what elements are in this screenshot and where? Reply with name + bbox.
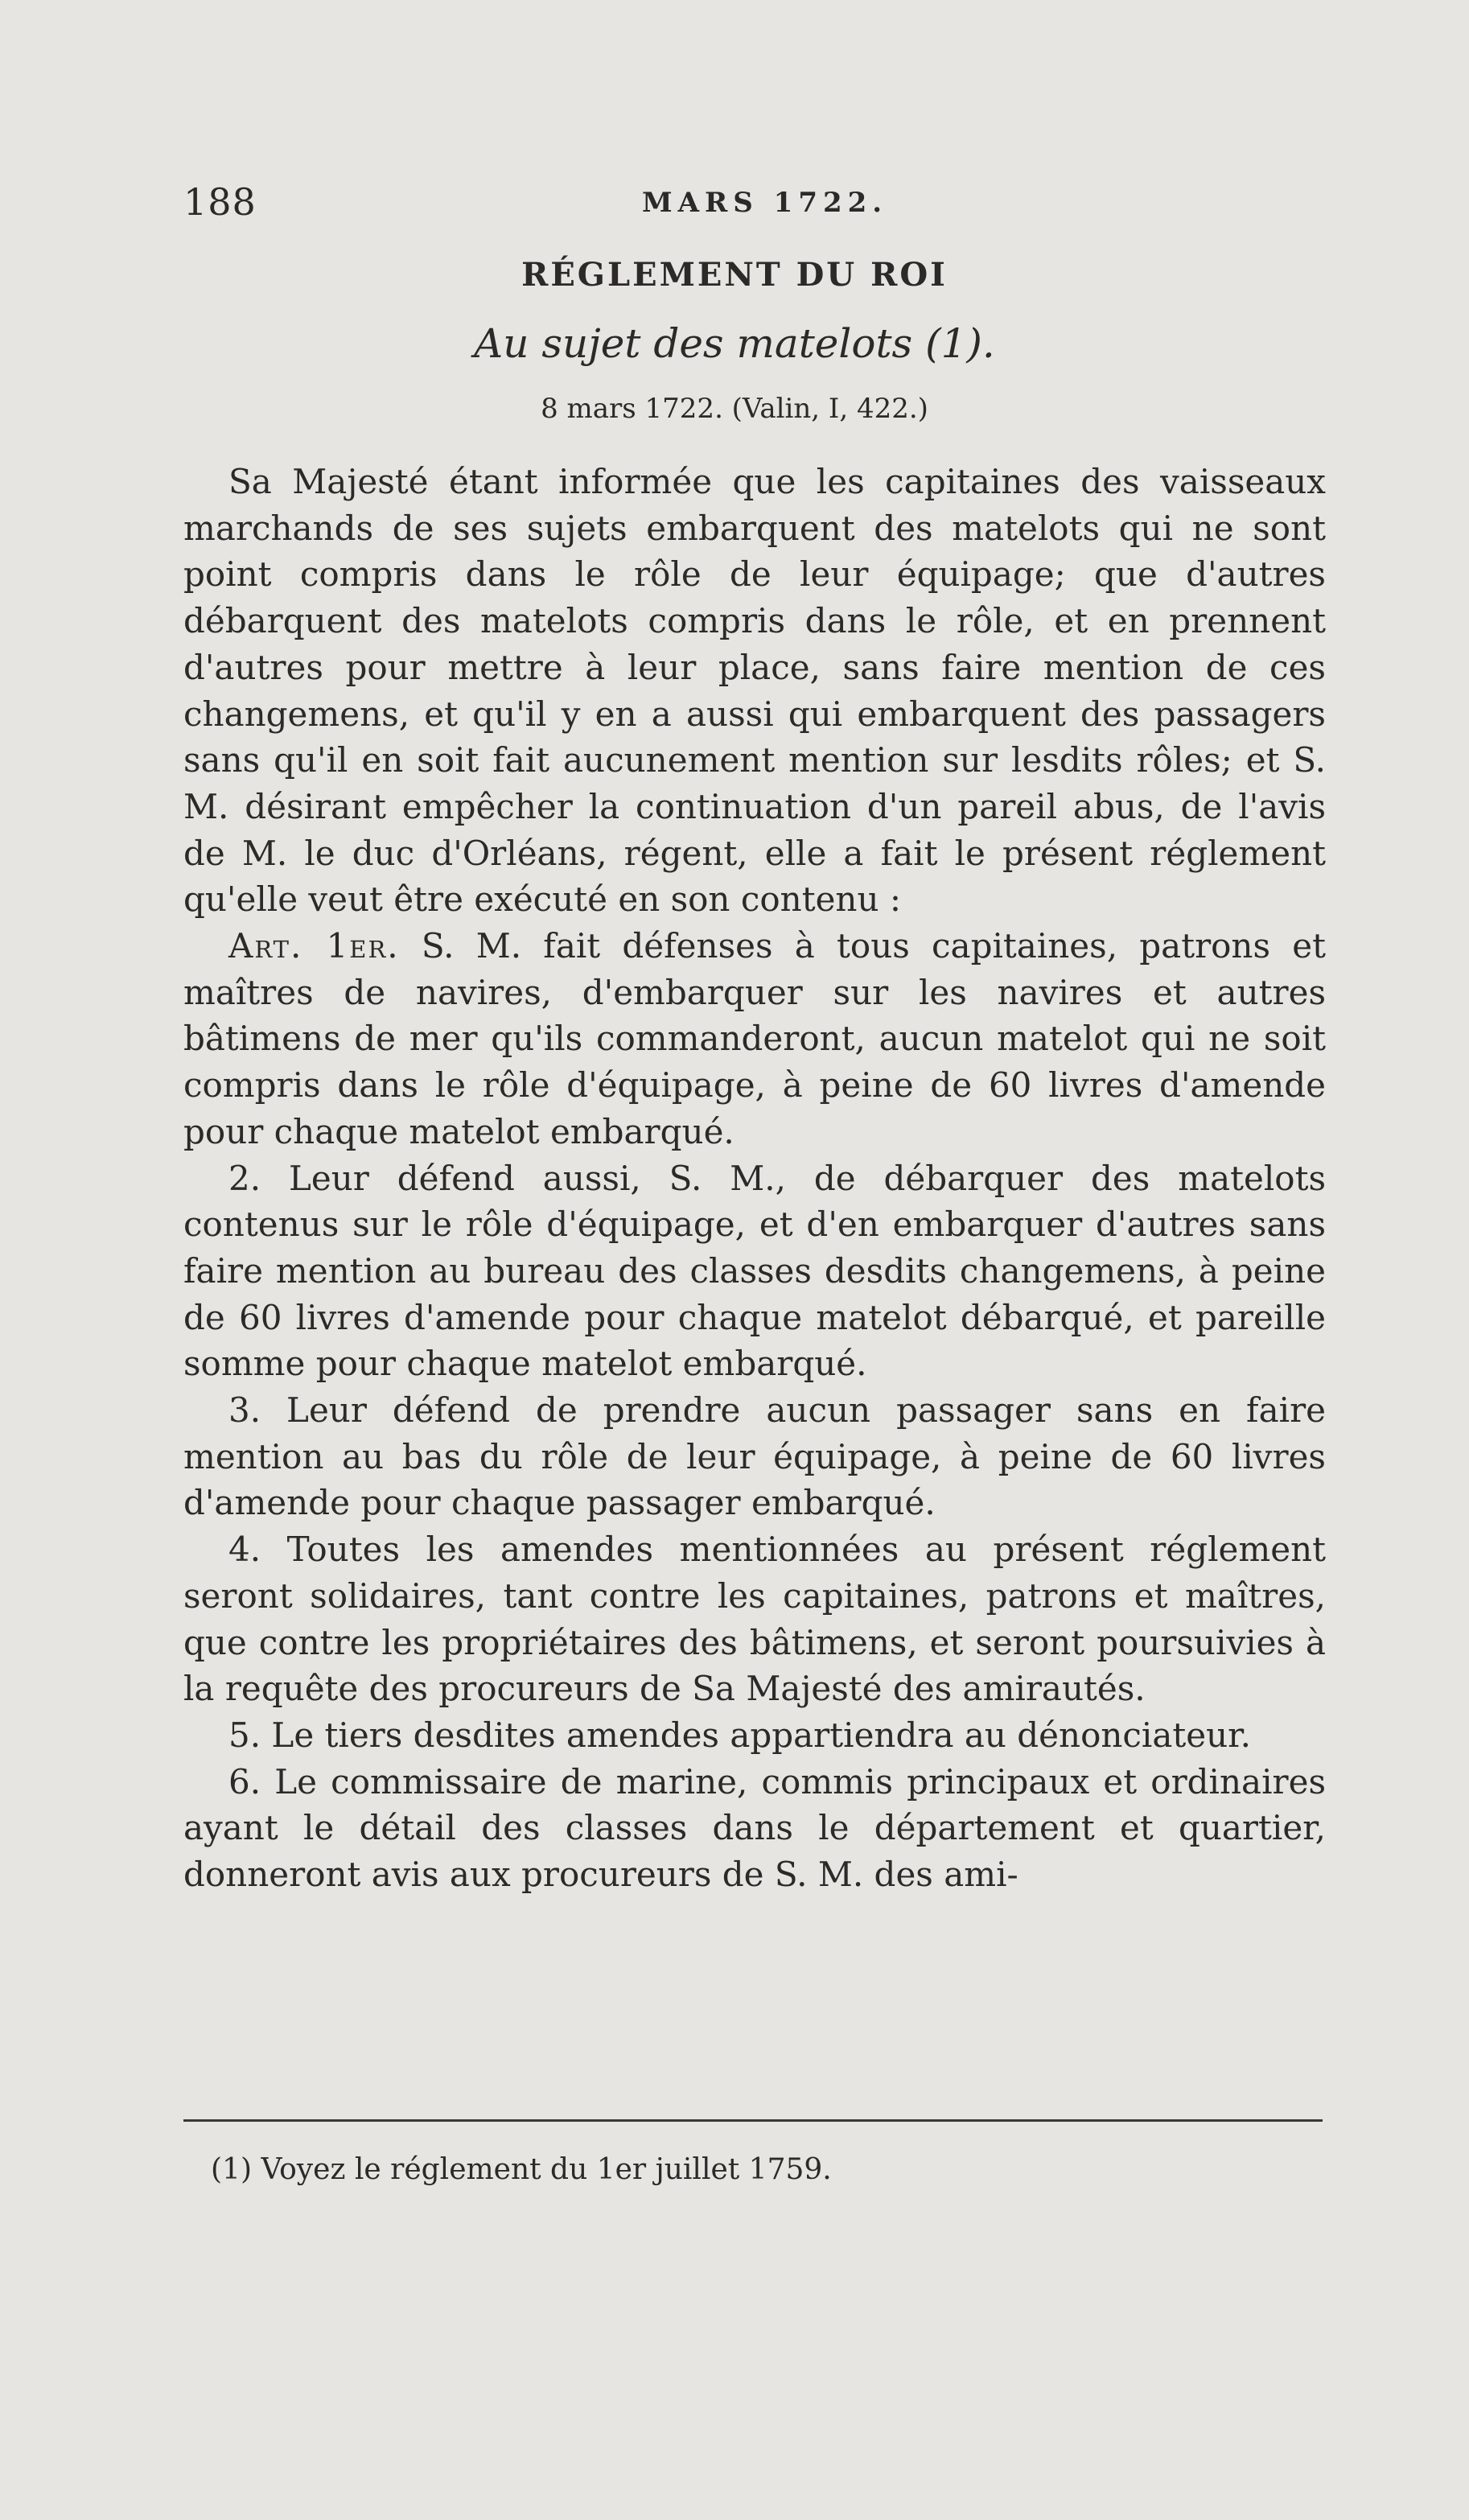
footnote-rule bbox=[183, 2119, 1323, 2122]
running-head-date: MARS 1722. bbox=[642, 187, 888, 219]
article-2-paragraph: 2. Leur défend aussi, S. M., de débarquer des matelots contenus sur le rôle d'équipage, et d'en embarquer d'autres sans faire mention au bureau des classes desdits changemens, à peine de 60 livres d'amende pour chaque matelot débarqué, et pareille somme pour chaque matelot embarqué. bbox=[183, 1158, 1326, 1384]
document-subtitle: Au sujet des matelots (1). bbox=[474, 320, 995, 367]
article-1-paragraph bbox=[183, 923, 1326, 1155]
running-head bbox=[183, 180, 1326, 229]
article-1-label: Art. 1er. bbox=[228, 926, 400, 966]
article-5-paragraph: 5. Le tiers desdites amendes appartiendra au dénonciateur. bbox=[228, 1715, 1251, 1755]
body-text bbox=[183, 459, 1326, 1898]
footnote: (1) Voyez le réglement du 1er juillet 1759. bbox=[211, 2153, 832, 2186]
document-title: RÉGLEMENT DU ROI bbox=[521, 256, 948, 294]
preamble-paragraph: Sa Majesté étant informée que les capitaines des vaisseaux marchands de ses sujets embarquent des matelots qui ne sont point compris dans le rôle de leur équipage; que d'autres débarquent des matelots compris dans le rôle, et en prennent d'autres pour mettre à leur place, sans faire mention de ces changemens, et qu'il y en a aussi qui embarquent des passagers sans qu'il en soit fait aucunement mention sur lesdits rôles; et S. M. désirant empêcher la continuation d'un pareil abus, de l'avis de M. le duc d'Orléans, régent, elle a fait le présent réglement qu'elle veut être exécuté en son contenu : bbox=[183, 462, 1326, 920]
article-6-paragraph: 6. Le commissaire de marine, commis principaux et ordinaires ayant le détail des classes dans le département et quartier, donneront avis aux procureurs de S. M. des ami- bbox=[183, 1761, 1326, 1895]
article-3-paragraph: 3. Leur défend de prendre aucun passager sans en faire mention au bas du rôle de leur équipage, à peine de 60 livres d'amende pour chaque passager embarqué. bbox=[183, 1390, 1326, 1523]
article-4-paragraph: 4. Toutes les amendes mentionnées au présent réglement seront solidaires, tant contre les capitaines, patrons et maîtres, que contre les propriétaires des bâtimens, et seront poursuivies à la requête des procureurs de Sa Majesté des amirautés. bbox=[183, 1530, 1326, 1709]
article-1-text: S. M. fait défenses à tous capitaines, patrons et maîtres de navires, d'embarquer sur les navires et autres bâtimens de mer qu'ils commanderont, aucun matelot qui ne soit compris dans le rôle d'équipage, à peine de 60 livres d'amende pour chaque matelot embarqué. bbox=[183, 926, 1326, 1151]
page-number: 188 bbox=[183, 180, 257, 224]
dateline: 8 mars 1722. (Valin, I, 422.) bbox=[541, 393, 928, 425]
